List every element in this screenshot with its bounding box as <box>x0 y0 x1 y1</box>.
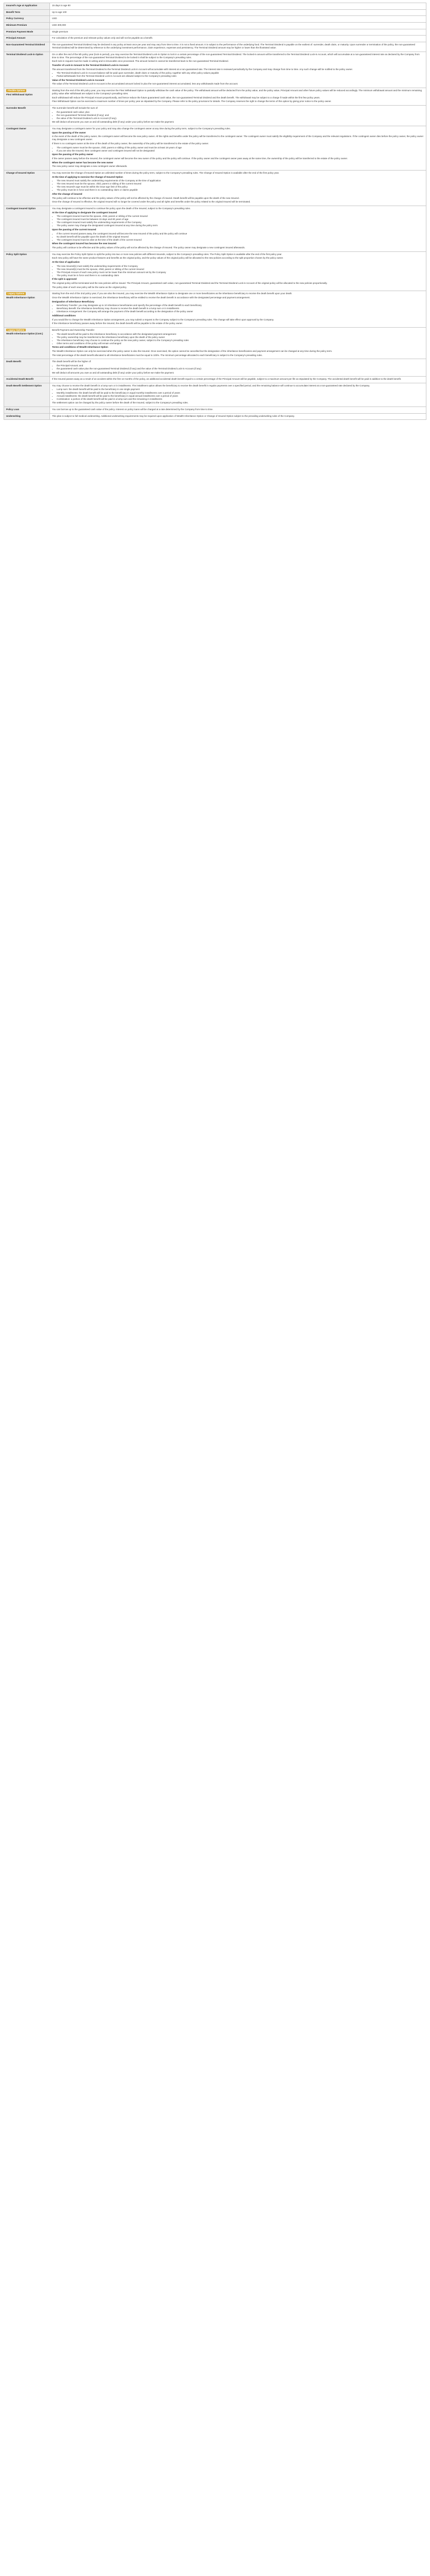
term-content-cell <box>50 413 426 420</box>
term-paragraph: Each new policy will have the same product features and benefits as the original policy, and the policy values of the original policy will be allocated to the new policies according to the split proportion chosen by the policy owner. <box>52 257 284 260</box>
term-paragraph: If the Insured passes away as a result of an accident within the first 12 months of the policy, an additional accidental death benefit equal to a certain percentage of the Principal Amount will be payable, subject to a maximum amount per life as stipulated by the Company. The accidental death benefit will be paid in addition to the death benefit. <box>52 378 402 381</box>
term-content-cell <box>50 22 426 29</box>
subsection-paragraph: The total percentage of the death benefit allocated to all inheritance beneficiaries must be equal to 100%. The minimum percentage allocated to each beneficiary is subject to the Company's prevailing rules. <box>52 353 263 357</box>
term-paragraph: Up to age 100 <box>52 10 67 13</box>
term-row-policy-currency <box>4 16 426 23</box>
product-terms-document <box>4 3 426 2576</box>
term-label: Principal Amount <box>6 37 26 40</box>
subsection-bullet-item: • No death benefit will be payable upon the death of the original Insured <box>57 235 424 239</box>
term-row-premium-payment-mode <box>4 29 426 36</box>
term-label-cell <box>4 126 50 171</box>
term-label: Premium Payment Mode <box>6 30 33 33</box>
term-paragraph: USD 300,000 <box>52 23 66 26</box>
term-bullet-item: • Annual installments: the death benefit will be paid to the beneficiary in equal annual installments over a period of years <box>57 395 424 398</box>
term-content-cell <box>50 206 426 251</box>
term-bullet-list <box>52 364 424 370</box>
term-row-change-of-insured-option <box>4 170 426 206</box>
term-label-cell <box>4 52 50 88</box>
subsection-heading: When the contingent owner has become the new owner <box>52 161 113 164</box>
term-row-surrender-benefit <box>4 106 426 126</box>
term-label: Change of Insured Option <box>6 171 35 174</box>
term-row-policy-split-option <box>4 251 426 291</box>
term-label: Wealth Inheritance Option (Cont.) <box>6 332 43 335</box>
term-row-principal-amount <box>4 36 426 42</box>
subsection-paragraph: Once the change of Insured is effective, the original Insured will no longer be covered under the policy and all rights and benefits under the policy related to the original Insured will be terminated. <box>52 200 251 204</box>
term-label-cell <box>4 406 50 413</box>
subsection-heading: Value of the Terminal Dividend Lock-in Account <box>52 78 105 81</box>
term-paragraph: On or after the end of the 5th policy year (lock-in period), you may exercise the Terminal Dividend Lock-in Option to lock in a certain percentage of the non-guaranteed Terminal Dividend. The locked-in amount will be transferred to the Terminal Dividend Lock-in Account, which will accumulate at a non-guaranteed interest rate as declared by the Company from time to time. The percentage of the non-guaranteed Terminal Dividend to be locked in shall be subject to the Company's prevailing rules. <box>52 53 420 59</box>
term-label-cell <box>4 22 50 29</box>
term-label-cell <box>4 170 50 206</box>
term-content-cell <box>50 377 426 383</box>
subsection-bullet-item: • The Principal Amount of each new policy must not be lower than the minimum amount set by the Company <box>57 271 424 274</box>
term-paragraph: You may designate a contingent insured to continue the policy upon the death of the Insured, subject to the Company's prevailing rules. <box>52 207 191 210</box>
term-bullet-item: • The policy ownership may be transferred to the inheritance beneficiary upon the death of the policy owner <box>57 336 424 339</box>
subsection-bullet-item: • The new Insured must be the spouse, child, parent or sibling of the current Insured <box>57 182 424 185</box>
term-paragraph: Flexi Withdrawal Option can be exercised a maximum number of times per policy year as stipulated by the Company. Please refer to the policy provisions for details. The Company reserves the right to change the terms of this option by giving prior notice to the policy owner. <box>52 100 332 103</box>
terms-table-body <box>4 3 426 420</box>
subsection-paragraph: If the inheritance beneficiary passes away before the Insured, the death benefit will be payable to the estate of the policy owner. <box>52 322 183 325</box>
subsection-heading: Additional conditions <box>52 314 76 317</box>
term-content-cell <box>50 251 426 291</box>
subsection-bullet-item: • The new Insured(s) must be the spouse, child, parent or sibling of the current Insured <box>57 268 424 271</box>
term-row-underwriting <box>4 413 426 420</box>
term-label: Policy Currency <box>6 17 24 20</box>
subsection-heading: When the contingent insured has become the new insured <box>52 242 116 245</box>
subsection-paragraph: If there is no contingent owner at the time of the death of the policy owner, the ownership of the policy will be transferred to the estate of the policy owner. <box>52 142 209 145</box>
term-bullet-item: • the guaranteed cash value; plus <box>57 111 424 114</box>
term-paragraph: Each lock-in request must be made in writing and is irrevocable once processed. The amount locked in cannot be transferred back to the non-guaranteed Terminal Dividend. <box>52 60 229 63</box>
term-label: Minimum Premium <box>6 23 27 26</box>
term-label: Flexi Withdrawal Option <box>6 93 33 96</box>
term-label-cell <box>4 413 50 420</box>
term-label-cell <box>4 3 50 10</box>
subsection-bullet-item: • The policy must be in force and there is no outstanding claim <box>57 274 424 277</box>
term-row-contingent-insured-option <box>4 206 426 251</box>
subsection-paragraph: In the event of the death of the policy owner, the contingent owner will become the new policy owner. All the rights and benefits under the policy will be transferred to the contingent owner. The contingent owner must satisfy the eligibility requirement of the Company and the relevant regulations. If the contingent owner dies before the policy owner, the policy owner may designate a new contingent owner. <box>52 135 424 141</box>
term-paragraph: You may designate a contingent owner for your policy and may also change the contingent owner at any time during the policy term, subject to the Company's prevailing rules. <box>52 127 231 130</box>
term-row-wealth-inheritance-option-cont <box>4 327 426 359</box>
subsection-bullet-item: • The contingent insured must be alive at the time of the death of the current Insured <box>57 239 424 242</box>
term-bullet-list <box>52 333 424 345</box>
term-row-accidental-death-benefit <box>4 377 426 383</box>
term-content-cell <box>50 3 426 10</box>
term-label-cell <box>4 251 50 291</box>
term-label: Accidental Death Benefit <box>6 378 34 381</box>
subsection-paragraph: The policy date of each new policy will be the same as the original policy. <box>52 285 127 289</box>
term-row-wealth-inheritance-option <box>4 291 426 328</box>
term-label-cell <box>4 291 50 328</box>
subsection-bullet-list <box>52 146 424 152</box>
term-row-insured-s-age-at-application <box>4 3 426 10</box>
subsection-bullet-item: • The Terminal Dividend Lock-in Account balance will be paid upon surrender, death claim or maturity of the policy, together with any other policy values payable <box>57 72 424 75</box>
section-badge: Flexible Options <box>6 89 26 92</box>
term-row-death-benefit-settlement-option <box>4 383 426 406</box>
term-bullet-item: • Lump sum: the death benefit will be paid to the beneficiary in one single payment <box>57 388 424 391</box>
subsection-bullet-item: • The contingent owner must be the spouse, child, parent or sibling of the policy owner and must be at least 18 years of age <box>57 146 424 149</box>
term-content-cell <box>50 406 426 413</box>
term-label: Benefit Term <box>6 10 21 13</box>
term-bullet-item: • Monthly installments: the death benefit will be paid to the beneficiary in equal monthly installments over a period of years <box>57 392 424 395</box>
term-row-policy-loan <box>4 406 426 413</box>
subsection-bullet-item: • If you are also the Insured, then contingent owner and contingent insured will not be designated <box>57 149 424 152</box>
term-label: Wealth Inheritance Option <box>6 296 35 299</box>
subsection-bullet-item: • Partial withdrawals from the Terminal Dividend Lock-in Account are allowed subject to the Company's prevailing rules <box>57 75 424 78</box>
subsection-bullet-item: • The contingent insured must be the spouse, child, parent or sibling of the current Insured <box>57 215 424 218</box>
term-label: Surrender Benefit <box>6 107 26 110</box>
product-terms-table <box>4 3 426 420</box>
subsection-heading: Upon the passing of the owner <box>52 131 86 134</box>
term-paragraph: Starting from the end of the 5th policy year, you may exercise the Flexi Withdrawal Option to partially withdraw the cash value of the policy. The withdrawal amount will be deducted from the policy value, and the policy value, Principal Amount and other future policy values will be reduced accordingly. The minimum withdrawal amount and the minimum remaining policy value after withdrawal are subject to the Company's prevailing rules. <box>52 89 422 95</box>
term-paragraph: The non-guaranteed Terminal Dividend may be declared in any policy at least once per year and may vary from time to time. It is not a fixed amount. It is subject to the performance of the underlying fund. The Terminal Dividend is payable on the earliest of: surrender, death claim, or maturity. Upon surrender or termination of the policy, the non-guaranteed Terminal Dividend will be determined by reference to the underlying investment performance, claim experience, expenses and persistency. The Terminal Dividend amount may be higher or lower than the illustrated value. <box>52 43 415 49</box>
term-row-minimum-premium <box>4 22 426 29</box>
term-content-cell <box>50 291 426 328</box>
section-badge: Legacy Options <box>6 329 26 332</box>
term-bullet-item: • the non-guaranteed Terminal Dividend (if any); and <box>57 114 424 117</box>
subsection-bullet-list <box>52 232 424 242</box>
term-paragraph: Once the Wealth Inheritance Option is exercised, the inheritance beneficiary will be entitled to receive the death benefit in accordance with the designated percentage and payment arrangement. <box>52 296 250 299</box>
subsection-bullet-item: • The contingent insured must be between 15 days and 80 years of age <box>57 218 424 221</box>
term-row-non-guaranteed-terminal-dividend <box>4 42 426 52</box>
term-closing-note: We will deduct all amounts you owe us and all outstanding debt (if any) under your policy before we make the payment. <box>52 371 175 374</box>
term-content-cell <box>50 36 426 42</box>
term-paragraph: Single premium <box>52 30 68 33</box>
term-paragraph: You can borrow up to the guaranteed cash value of the policy. Interest on policy loans will be charged at a rate determined by the Company from time to time. <box>52 408 213 411</box>
term-content-cell <box>50 42 426 52</box>
term-closing-note: The settlement option can be changed by the policy owner before the death of the Insured, subject to the Company's prevailing rules. <box>52 401 188 404</box>
term-closing-note: We will deduct all amounts you owe us and all outstanding debt (if any) under your policy before we make the payment. <box>52 121 175 124</box>
term-content-cell <box>50 126 426 171</box>
term-content-cell <box>50 52 426 88</box>
term-content-cell <box>50 9 426 16</box>
subsection-paragraph: If you would like to change the Wealth Inheritance Option arrangement, you may submit a request to the Company subject to the Company's prevailing rules. The change will take effect upon approval by the Company. <box>52 318 274 321</box>
term-content-cell <box>50 383 426 406</box>
term-content-cell <box>50 359 426 377</box>
term-label: Non-Guaranteed Terminal Dividend <box>6 43 45 46</box>
term-label-cell <box>4 88 50 106</box>
term-paragraph: 15 days to age 80 <box>52 4 71 7</box>
term-content-cell <box>50 170 426 206</box>
term-label-cell <box>4 377 50 383</box>
subsection-heading: Upon the passing of the current Insured <box>52 228 96 231</box>
term-paragraph: Starting from the end of the 2nd policy year, if you are also the Insured, you may exercise the Wealth Inheritance Option to designate one or more beneficiaries as the inheritance beneficiary to receive the death benefit upon your death. <box>52 292 293 295</box>
term-label: Insured's Age at Application <box>6 4 38 7</box>
term-label-cell <box>4 327 50 359</box>
subsection-bullet-item: • Beneficiary Benefit: the inheritance beneficiary may choose to receive the death benefit in a lump sum or in installments <box>57 307 424 310</box>
subsection-heading: Designation of Inheritance Beneficiary <box>52 300 95 303</box>
term-label-cell <box>4 29 50 36</box>
subsection-paragraph: The policy will continue to be effective and the policy values of the policy will not be affected by the change of Insured. The policy owner may designate a new contingent insured afterwards. <box>52 246 245 249</box>
term-paragraph: The surrender benefit will include the sum of: <box>52 107 98 110</box>
term-bullet-list <box>52 388 424 400</box>
term-label: Death Benefit Settlement Option <box>6 384 42 387</box>
subsection-heading: Transfer of Lock-in Amount to the Terminal Dividend Lock-in Account <box>52 63 129 66</box>
subsection-bullet-item: • The new Insured must satisfy the underwriting requirements of the Company at the time of application <box>57 179 424 182</box>
subsection-bullet-list <box>52 215 424 227</box>
term-row-death-benefit <box>4 359 426 377</box>
term-label: Terminal Dividend Lock-in Option <box>6 53 43 56</box>
section-badge: Legacy Options <box>6 292 26 295</box>
subsection-bullet-list <box>52 72 424 78</box>
subsection-paragraph: The policy will continue to be effective and the policy values of the policy will not be affected by the change of insured. Death benefit will be payable upon the death of the new Insured. <box>52 196 239 199</box>
subsection-heading: If the split is approved <box>52 278 77 281</box>
term-paragraph: You may exercise the Change of Insured Option an unlimited number of times during the policy term, subject to the Company's prevailing rules. The Change of Insured Option is available after the end of the first policy year. <box>52 171 280 174</box>
term-content-cell <box>50 327 426 359</box>
subsection-heading: At the time of application <box>52 260 80 263</box>
term-label: Contingent Insured Option <box>6 207 36 210</box>
term-paragraph: For calculation of the premium and relevant policy values only and will not be payable as a benefit. <box>52 37 153 40</box>
term-label-cell <box>4 9 50 16</box>
term-bullet-item: • the Principal Amount; and <box>57 364 424 367</box>
term-label: Underwriting <box>6 414 21 417</box>
term-label-cell <box>4 16 50 23</box>
term-content-cell <box>50 29 426 36</box>
subsection-bullet-item: • The new Insured's age must be within the issue age limit of the policy <box>57 185 424 189</box>
term-paragraph: Each withdrawal will reduce the Principal Amount proportionally, and hence reduce the future guaranteed cash value, the non-guaranteed Terminal Dividend and the death benefit. The withdrawal may be subject to a charge if made within the first few policy years. <box>52 96 320 99</box>
term-paragraph: You may exercise the Policy Split Option to split the policy into two or more new policies with different Insureds, subject to the Company's prevailing rules. The Policy Split Option is available after the end of the first policy year. <box>52 252 282 256</box>
subsection-bullet-item: • The policy must be in force and there is no outstanding claim or claims payable <box>57 189 424 192</box>
term-paragraph: You may choose to receive the death benefit in a lump sum or in installments. The installment option allows the beneficiary to receive the death benefit in regular payments over a specified period, and the remaining balance will continue to accumulate interest at a non-guaranteed rate declared by the Company. <box>52 384 370 387</box>
term-bullet-list <box>52 111 424 120</box>
term-paragraph: USD <box>52 17 57 20</box>
subsection-paragraph: The new policy owner may designate a new contingent owner afterwards. <box>52 165 128 168</box>
subsection-paragraph: The value of the Terminal Dividend Lock-in Account is the accumulated amount locked in plus the non-guaranteed interest accumulated, less any withdrawals made from the account. <box>52 82 238 86</box>
term-label-cell <box>4 36 50 42</box>
subsection-bullet-item: • The policy owner may change the designated contingent insured at any time during the policy term <box>57 224 424 227</box>
term-bullet-item: • Combination: a portion of the death benefit will be paid in a lump sum and the remaining in installments <box>57 398 424 401</box>
subsection-bullet-list <box>52 304 424 313</box>
subsection-bullet-item: • The contingent insured must satisfy the underwriting requirements of the Company <box>57 221 424 224</box>
term-paragraph: The death benefit will be the higher of: <box>52 360 92 363</box>
subsection-heading: Upon the passing of the policy owner <box>52 153 94 156</box>
term-label-cell <box>4 206 50 251</box>
term-bullet-item: • The death benefit will be paid to the inheritance beneficiary in accordance with the designated payment arrangement <box>57 333 424 336</box>
subsection-paragraph: The amount transferred from the Terminal Dividend to the Terminal Dividend Lock-in Account will accumulate with interest at a non-guaranteed rate. The interest rate is reviewed periodically by the Company and may change from time to time. Any such change will be notified to the policy owner. <box>52 67 353 71</box>
term-label: Contingent Owner <box>6 127 26 130</box>
term-row-contingent-owner <box>4 126 426 171</box>
subsection-bullet-item: • Inheritance Arrangement: the Company will arrange the payment of the death benefit according to the designation of the policy owner <box>57 310 424 313</box>
term-content-cell <box>50 16 426 23</box>
term-label: Policy Split Option <box>6 252 27 256</box>
subsection-paragraph: If the owner passes away before the Insured, the contingent owner will become the new owner of the policy and the policy will continue. If the policy owner and the contingent owner pass away at the same time, the ownership of the policy will be transferred to the estate of the policy owner. <box>52 157 348 160</box>
term-bullet-item: • the guaranteed cash value plus the non-guaranteed Terminal Dividend (if any) and the value of the Terminal Dividend Lock-in Account (if any) <box>57 367 424 370</box>
term-bullet-item: • Other terms and conditions of the policy will remain unchanged <box>57 342 424 345</box>
term-row-terminal-dividend-lock-in-option <box>4 52 426 88</box>
subsection-bullet-item: • Beneficiary Transfer: you may designate up to 10 inheritance beneficiaries and specify the percentage of the death benefit to each beneficiary <box>57 304 424 307</box>
subsection-bullet-item: • If the current Insured passes away, the contingent insured will become the new Insured of the policy and the policy will continue <box>57 232 424 235</box>
subsection-heading: Terms and conditions of Wealth Inheritance Option <box>52 346 108 349</box>
subsection-bullet-list <box>52 179 424 192</box>
term-bullet-item: • The inheritance beneficiary may choose to continue the policy as the new policy owner, subject to the Company's prevailing rules <box>57 339 424 342</box>
subsection-heading: At the time of applying to exercise the Change of Insured Option <box>52 175 123 178</box>
term-bullet-item: • the value of the Terminal Dividend Lock-in Account (if any). <box>57 117 424 120</box>
term-content-cell <box>50 106 426 126</box>
term-label: Policy Loan <box>6 408 20 411</box>
subsection-heading: At the time of applying to designate the contingent insured <box>52 211 117 214</box>
subsection-paragraph: The original policy will be terminated and the new policies will be issued. The Principal Amount, guaranteed cash value, non-guaranteed Terminal Dividend and the Terminal Dividend Lock-in Account of the original policy will be allocated to the new policies proportionally. <box>52 282 328 284</box>
term-content-cell <box>50 88 426 106</box>
term-paragraph: Benefit Payment and Ownership Transfer <box>52 328 95 331</box>
subsection-paragraph: The Wealth Inheritance Option can only be exercised when the policy owner is also the Insured. Once exercised, the option cannot be cancelled but the designation of the inheritance beneficiaries and payment arrangement can be changed at any time during the policy term. <box>52 349 333 352</box>
subsection-heading: After the change of insured <box>52 193 82 196</box>
subsection-bullet-item: • The new Insured(s) must satisfy the underwriting requirements of the Company <box>57 265 424 268</box>
term-label: Death Benefit <box>6 360 22 363</box>
term-label-cell <box>4 42 50 52</box>
term-row-flexi-withdrawal-option <box>4 88 426 106</box>
term-label-cell <box>4 383 50 406</box>
term-label-cell <box>4 359 50 377</box>
term-paragraph: This plan is subject to full medical underwriting. Additional underwriting requirements may be required upon application of Wealth Inheritance Option or Change of Insured Option subject to the prevailing underwriting rules of the Company. <box>52 414 295 417</box>
term-label-cell <box>4 106 50 126</box>
term-row-benefit-term <box>4 9 426 16</box>
subsection-bullet-list <box>52 265 424 277</box>
